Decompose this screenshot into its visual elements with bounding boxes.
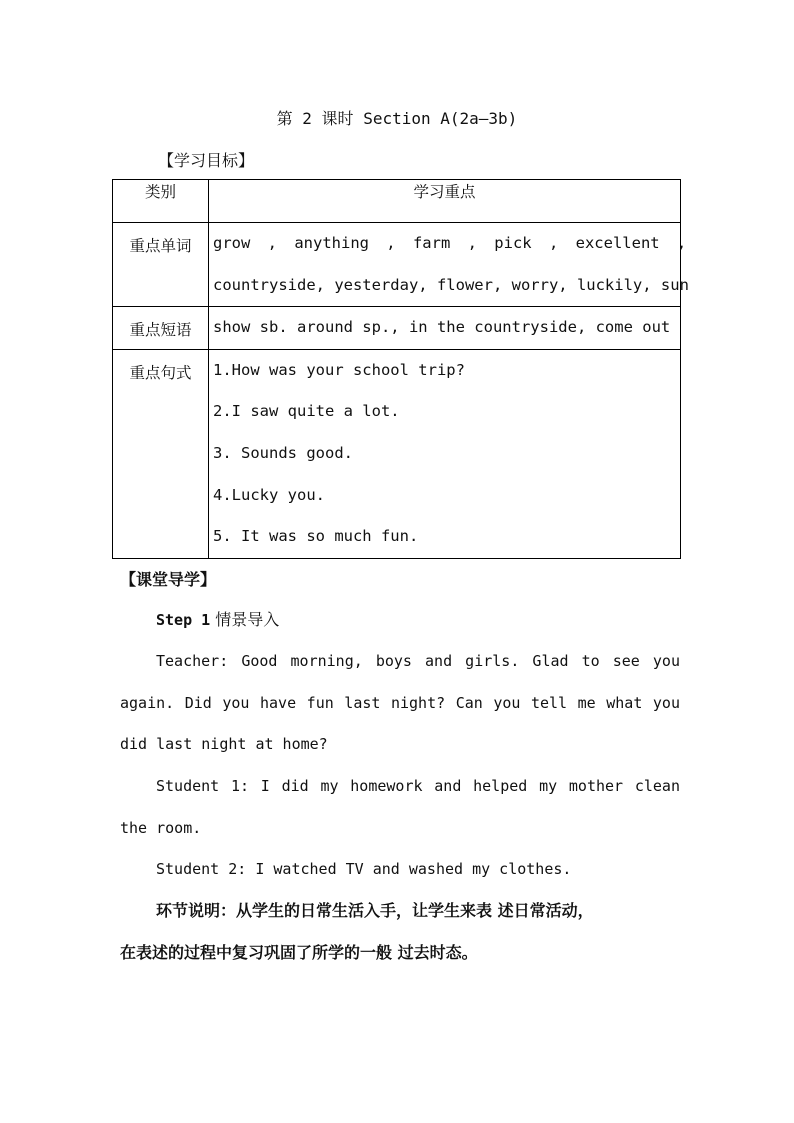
objectives-heading: 【学习目标】 [158,151,255,170]
row-content [209,223,689,307]
page-title: 第 2 课时 Section A(2a—3b) [276,109,518,128]
note-line: 在表述的过程中复习巩固了所学的一般 过去时态。 [120,942,478,962]
content-line: countryside, yesterday, flower, worry, luckily, sun [213,275,689,294]
content-line: 3. Sounds good. [213,443,353,462]
table-row [113,349,681,558]
header-category: 类别 [113,180,209,223]
table-header-row [113,180,681,223]
content-line: 5. It was so much fun. [213,527,419,546]
row-category: 重点短语 [113,307,209,350]
note-line: 环节说明：从学生的日常生活入手，让学生来表 述日常活动， [156,901,594,920]
content-line: 1.How was your school trip? [213,360,465,379]
teacher-paragraph: Teacher: Good morning, boys and girls. Glad to see you again. Did you have fun last night? Can you tell me what you did last night at home? [120,652,680,754]
row-category: 重点句式 [113,349,209,558]
table-row [113,223,681,307]
content-line: 4.Lucky you. [213,485,325,504]
row-content [209,307,681,350]
content-line: grow , anything , farm , pick , excellent , [213,234,687,252]
step-title: 情景导入 [215,610,280,629]
content-line: 2.I saw quite a lot. [213,402,400,421]
step-label: Step 1 [156,611,211,629]
step-heading [120,599,680,642]
guide-heading: 【课堂导学】 [120,570,217,589]
content-line: show sb. around sp., in the countryside, come out [213,318,671,337]
note-paragraph [120,890,680,973]
objectives-table [112,179,689,559]
student1-paragraph: Student 1: I did my homework and helped my mother clean the room. [120,777,680,837]
row-category: 重点单词 [113,223,209,307]
row-content [209,349,681,558]
table-row [113,307,681,350]
header-focus: 学习重点 [209,180,681,223]
student2-paragraph: Student 2: I watched TV and washed my clothes. [156,860,572,878]
